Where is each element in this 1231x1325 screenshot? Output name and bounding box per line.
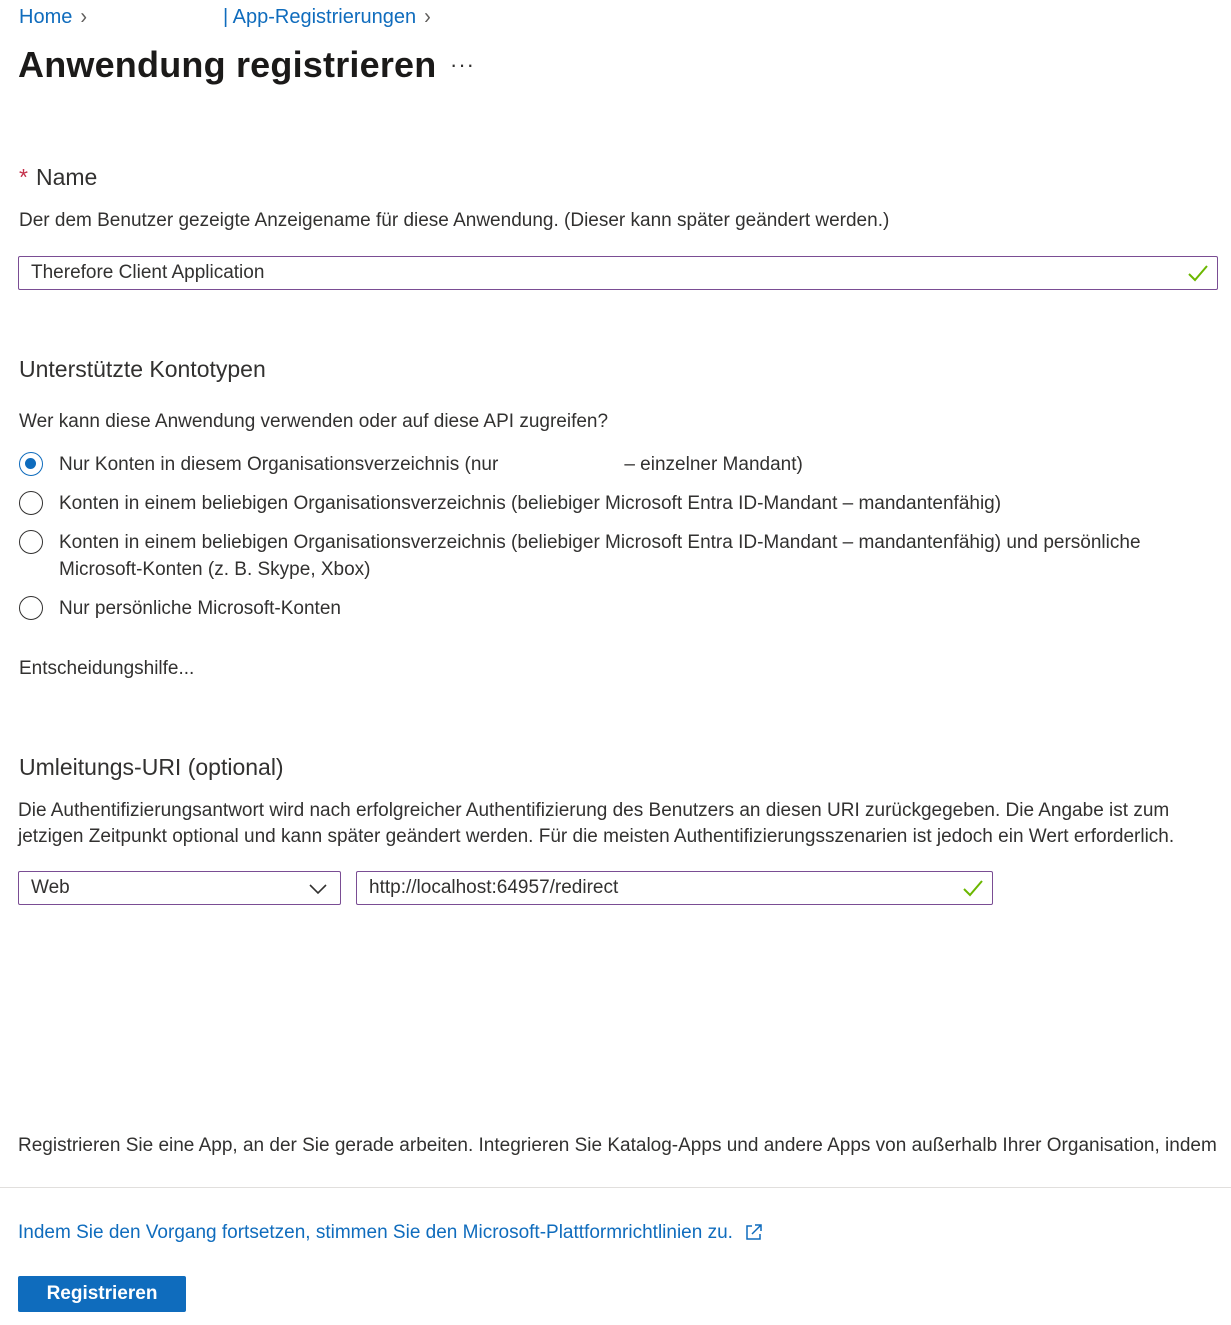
divider bbox=[0, 1187, 1231, 1188]
redirect-uri-heading: Umleitungs-URI (optional) bbox=[19, 754, 284, 780]
decision-help-link[interactable]: Entscheidungshilfe... bbox=[19, 658, 195, 679]
redirect-uri-description: Die Authentifizierungsantwort wird nach erfolgreicher Authentifizierung des Benutzers an diesen URI zurückgegeben. Die Angabe ist zum jetzigen Zeitpunkt optional und kann später geändert werden. Für die meisten Authentifizierungsszenarien ist jedoch ein Wert erforderlich. bbox=[18, 800, 1175, 847]
chevron-right-icon: › bbox=[424, 4, 431, 30]
breadcrumb bbox=[19, 6, 439, 29]
breadcrumb-app-registrations-link[interactable]: | App-Registrierungen bbox=[223, 6, 417, 28]
radio-button[interactable] bbox=[19, 530, 43, 554]
radio-option-multi-tenant[interactable] bbox=[19, 490, 1001, 517]
radio-label-single-tenant: Nur Konten in diesem Organisationsverzeichnis (nur – einzelner Mandant) bbox=[59, 454, 803, 475]
platform-policy-link[interactable]: Indem Sie den Vorgang fortsetzen, stimmen Sie den Microsoft-Plattformrichtlinien zu. bbox=[18, 1222, 733, 1243]
footer-info-text: Registrieren Sie eine App, an der Sie gerade arbeiten. Integrieren Sie Katalog-Apps und andere Apps von außerhalb Ihrer Organisation, indem bbox=[18, 1135, 1217, 1156]
register-button[interactable]: Registrieren bbox=[18, 1276, 186, 1312]
breadcrumb-home-link[interactable]: Home bbox=[19, 6, 73, 28]
platform-select-value: Web bbox=[31, 877, 70, 898]
radio-option-personal-only[interactable] bbox=[19, 595, 341, 622]
more-options-icon[interactable]: ··· bbox=[450, 52, 475, 77]
checkmark-icon bbox=[962, 878, 984, 898]
radio-option-multi-tenant-personal[interactable] bbox=[19, 529, 1199, 583]
checkmark-icon bbox=[1187, 263, 1209, 283]
required-marker: * bbox=[19, 164, 28, 190]
radio-label-multi-tenant-personal: Konten in einem beliebigen Organisationsverzeichnis (beliebiger Microsoft Entra ID-Mandant – mandantenfähig) und persönliche Microsoft-Konten (z. B. Skype, Xbox) bbox=[59, 532, 1141, 580]
name-description: Der dem Benutzer gezeigte Anzeigename für diese Anwendung. (Dieser kann später geändert werden.) bbox=[19, 210, 890, 231]
redirect-uri-input-value: http://localhost:64957/redirect bbox=[369, 877, 619, 898]
radio-button[interactable] bbox=[19, 596, 43, 620]
name-input-value: Therefore Client Application bbox=[31, 262, 265, 283]
page-title: Anwendung registrieren bbox=[18, 44, 437, 85]
chevron-right-icon: › bbox=[80, 4, 88, 30]
name-input[interactable] bbox=[18, 256, 1218, 290]
radio-label-personal-only: Nur persönliche Microsoft-Konten bbox=[59, 598, 341, 619]
account-types-heading: Unterstützte Kontotypen bbox=[19, 356, 266, 382]
radio-button[interactable] bbox=[19, 491, 43, 515]
policy-link-row bbox=[18, 1220, 764, 1246]
chevron-down-icon bbox=[308, 882, 328, 896]
account-types-question: Wer kann diese Anwendung verwenden oder auf diese API zugreifen? bbox=[19, 411, 609, 432]
redirect-uri-input[interactable] bbox=[356, 871, 993, 905]
external-link-icon[interactable] bbox=[744, 1222, 764, 1242]
name-heading bbox=[19, 164, 97, 191]
radio-label-multi-tenant: Konten in einem beliebigen Organisationsverzeichnis (beliebiger Microsoft Entra ID-Mandant – mandantenfähig) bbox=[59, 493, 1002, 514]
radio-option-single-tenant[interactable] bbox=[19, 451, 803, 478]
name-heading-label: Name bbox=[35, 164, 98, 190]
radio-button-selected[interactable] bbox=[19, 452, 43, 476]
platform-select[interactable] bbox=[18, 871, 341, 905]
